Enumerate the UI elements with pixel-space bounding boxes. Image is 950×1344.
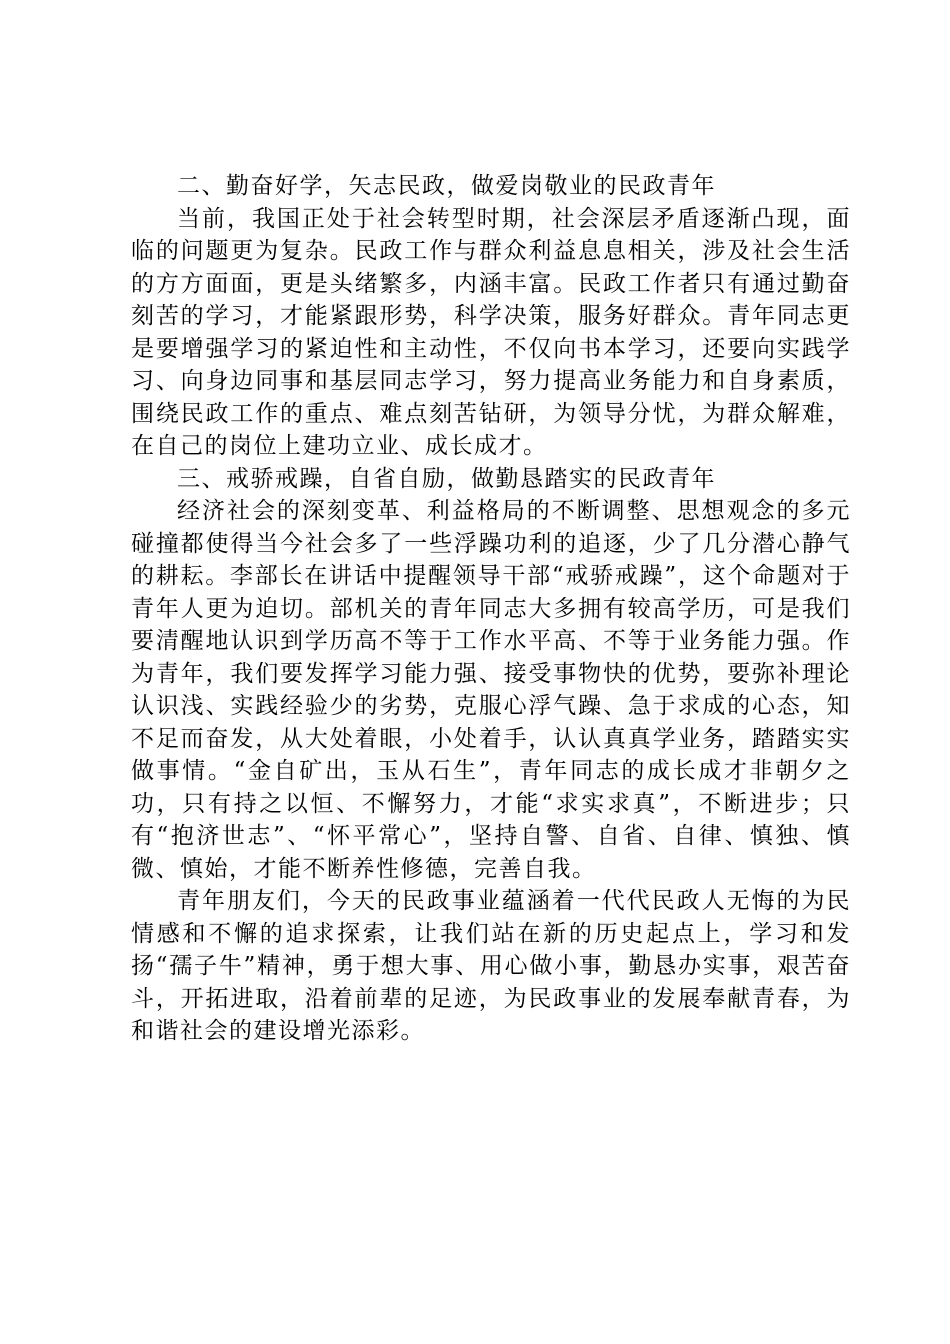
section-heading-2: 二、勤奋好学，矢志民政，做爱岗敬业的民政青年 xyxy=(177,173,716,199)
document-body xyxy=(131,170,851,1048)
section-paragraph-3: 经济社会的深刻变革、利益格局的不断调整、思想观念的多元碰撞都使得当今社会多了一些浮躁功利的追逐，少了几分潜心静气的耕耘。李部长在讲话中提醒领导干部“戒骄戒躁”，这个命题对于青年人更为迫切。部机关的青年同志大多拥有较高学历，可是我们要清醒地认识到学历高不等于工作水平高、不等于业务能力强。作为青年，我们要发挥学习能力强、接受事物快的优势，要弥补理论认识浅、实践经验少的劣势，克服心浮气躁、急于求成的心态，知不足而奋发，从大处着眼，小处着手，认认真真学业务，踏踏实实做事情。“金自矿出，玉从石生”，青年同志的成长成才非朝夕之功，只有持之以恒、不懈努力，才能“求实求真”，不断进步；只有“抱济世志”、“怀平常心”，坚持自警、自省、自律、慎独、慎微、慎始，才能不断养性修德，完善自我。 xyxy=(131,498,851,882)
section-paragraph-2: 当前，我国正处于社会转型时期，社会深层矛盾逐渐凸现，面临的问题更为复杂。民政工作与群众利益息息相关，涉及社会生活的方方面面，更是头绪繁多，内涵丰富。民政工作者只有通过勤奋刻苦的学习，才能紧跟形势，科学决策，服务好群众。青年同志更是要增强学习的紧迫性和主动性，不仅向书本学习，还要向实践学习、向身边同事和基层同志学习，努力提高业务能力和自身素质，围绕民政工作的重点、难点刻苦钻研，为领导分忧，为群众解难，在自己的岗位上建功立业、成长成才。 xyxy=(131,205,851,459)
section-heading-3: 三、戒骄戒躁，自省自励，做勤恳踏实的民政青年 xyxy=(177,465,716,492)
closing-paragraph: 青年朋友们，今天的民政事业蕴涵着一代代民政人无悔的为民情感和不懈的追求探索，让我们站在新的历史起点上，学习和发扬“孺子牛”精神，勇于想大事、用心做小事，勤恳办实事，艰苦奋斗，开拓进取，沿着前辈的足迹，为民政事业的发展奉献青春，为和谐社会的建设增光添彩。 xyxy=(131,888,851,1044)
